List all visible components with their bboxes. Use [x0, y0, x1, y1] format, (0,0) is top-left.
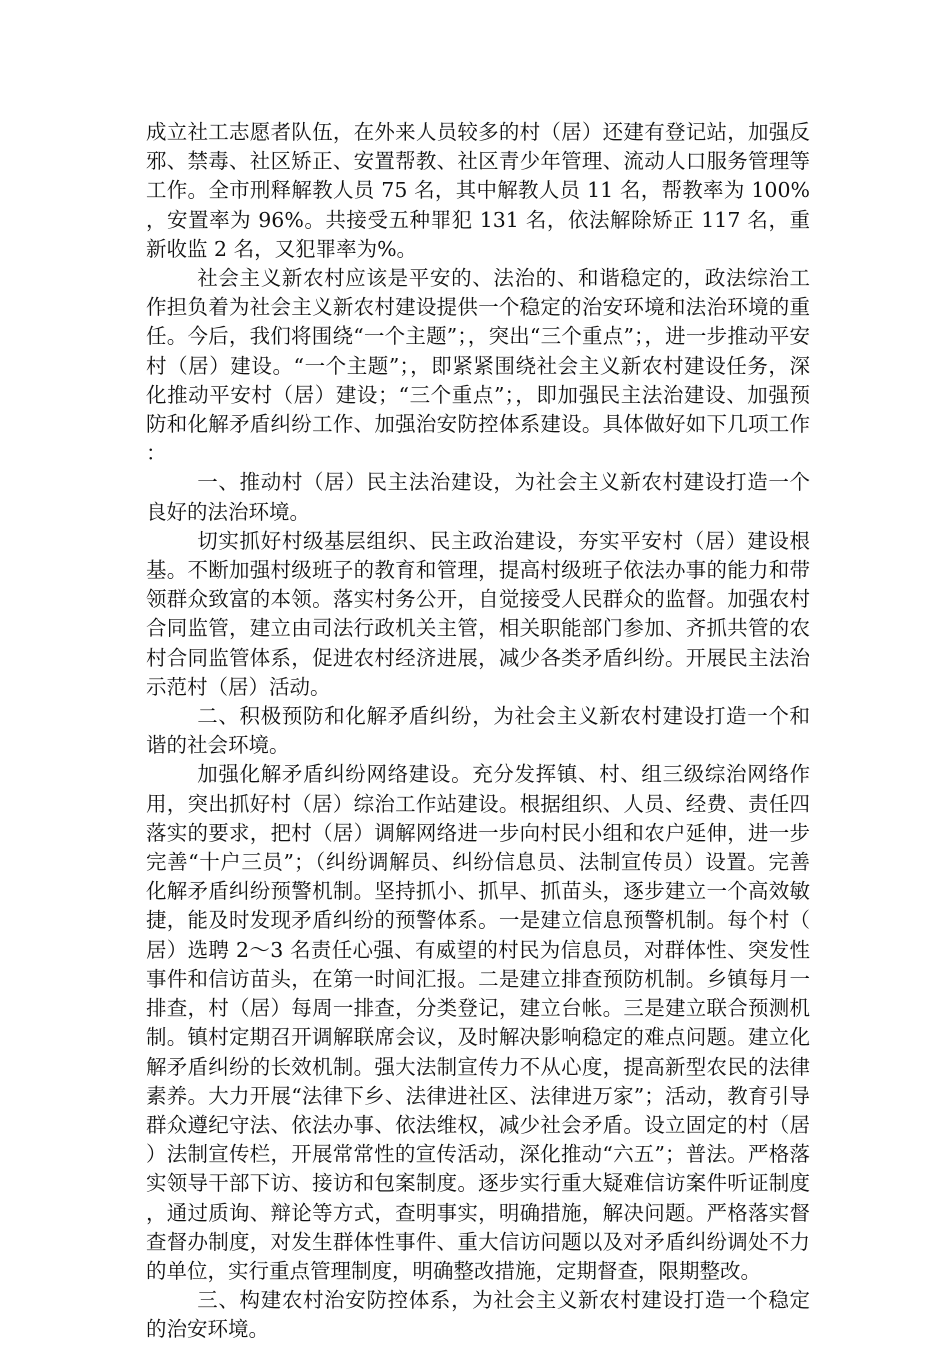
section-heading-2: 二、积极预防和化解矛盾纠纷，为社会主义新农村建设打造一个和谐的社会环境。 — [146, 704, 810, 758]
section-heading-1: 一、推动村（居）民主法治建设，为社会主义新农村建设打造一个良好的法治环境。 — [146, 470, 810, 524]
paragraph-2: 社会主义新农村应该是平安的、法治的、和谐稳定的，政法综治工作担负着为社会主义新农村建设提供一个稳定的治安环境和法治环境的重任。今后，我们将围绕“一个主题”；，突出“三个重点”；，进一步推动平安村（居）建设。“一个主题”；，即紧紧围绕社会主义新农村建设任务，深化推动平安村（居）建设；“三个重点”；，即加强民主法治建设、加强预防和化解矛盾纠纷工作、加强治安防控体系建设。具体做好如下几项工作： — [146, 266, 810, 466]
paragraph-4: 加强化解矛盾纠纷网络建设。充分发挥镇、村、组三级综治网络作用，突出抓好村（居）综治工作站建设。根据组织、人员、经费、责任四落实的要求，把村（居）调解网络进一步向村民小组和农户延伸，进一步完善“十户三员”；（纠纷调解员、纠纷信息员、法制宣传员）设置。完善化解矛盾纠纷预警机制。坚持抓小、抓早、抓苗头，逐步建立一个高效敏捷，能及时发现矛盾纠纷的预警体系。一是建立信息预警机制。每个村（居）选聘 2～3 名责任心强、有威望的村民为信息员，对群体性、突发性事件和信访苗头，在第一时间汇报。二是建立排查预防机制。乡镇每月一排查，村（居）每周一排查，分类登记，建立台帐。三是建立联合预测机制。镇村定期召开调解联席会议，及时解决影响稳定的难点问题。建立化解矛盾纠纷的长效机制。强大法制宣传力不从心度，提高新型农民的法律素养。大力开展“法律下乡、法律进社区、法律进万家”；活动，教育引导群众遵纪守法、依法办事、依法维权，减少社会矛盾。设立固定的村（居）法制宣传栏，开展常常性的宣传活动，深化推动“六五”；普法。严格落实领导干部下访、接访和包案制度。逐步实行重大疑难信访案件听证制度，通过质询、辩论等方式，查明事实，明确措施，解决问题。严格落实督查督办制度，对发生群体性事件、重大信访问题以及对矛盾纠纷调处不力的单位，实行重点管理制度，明确整改措施，定期督查，限期整改。 — [146, 762, 810, 1283]
paragraph-1: 成立社工志愿者队伍，在外来人员较多的村（居）还建有登记站，加强反邪、禁毒、社区矫正、安置帮教、社区青少年管理、流动人口服务管理等工作。全市刑释解教人员 75 名，其中解教人员 11 名，帮教率为 100%，安置率为 96%。共接受五种罪犯 131 名，依法解除矫正 117 名，重新收监 2 名，又犯罪率为%。 — [146, 120, 810, 261]
document-page — [146, 118, 810, 1345]
paragraph-3: 切实抓好村级基层组织、民主政治建设，夯实平安村（居）建设根基。不断加强村级班子的教育和管理，提高村级班子依法办事的能力和带领群众致富的本领。落实村务公开，自觉接受人民群众的监督。加强农村合同监管，建立由司法行政机关主管，相关职能部门参加、齐抓共管的农村合同监管体系，促进农村经济进展，减少各类矛盾纠纷。开展民主法治示范村（居）活动。 — [146, 528, 810, 699]
section-heading-3: 三、构建农村治安防控体系，为社会主义新农村建设打造一个稳定的治安环境。 — [146, 1288, 810, 1342]
